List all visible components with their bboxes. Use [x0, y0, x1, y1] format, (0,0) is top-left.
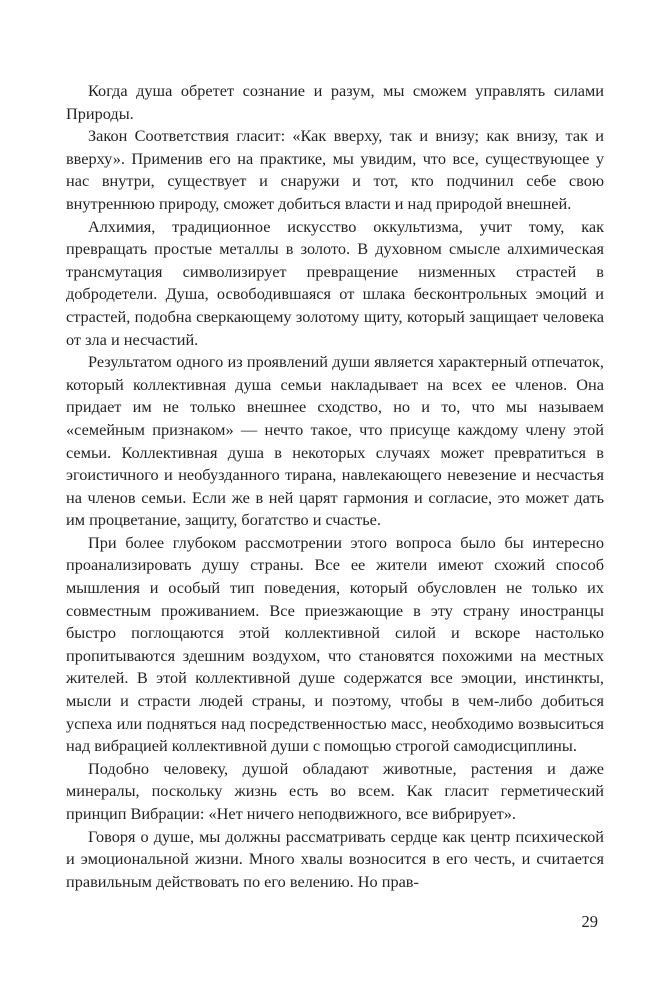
- paragraph-2: Закон Соответствия гласит: «Как вверху, так и внизу; как внизу, так и вверху». Применив его на практике, мы увидим, что все, существующее у нас внутри, существует и снаружи и тот, кто подчинил себе свою внутреннюю природу, сможет добиться власти и над природой внешней.: [66, 126, 604, 213]
- paragraph-3: Алхимия, традиционное искусство оккультизма, учит тому, как превращать простые металлы в золото. В духовном смысле алхимическая трансмутация символизирует превращение низменных страстей в добродетели. Душа, освободившаяся от шлака бесконтрольных эмоций и страстей, подобна сверкающему золотому щиту, который защищает человека от зла и несчастий.: [66, 216, 604, 349]
- paragraph-4: Результатом одного из проявлений души является характерный отпечаток, который коллективная душа семьи накладывает на всех ее членов. Она придает им не только внешнее сходство, но и то, что мы называем «семейным признаком» — нечто такое, что присуще каждому члену этой семьи. Коллективная душа в некоторых случаях может превратиться в эгоистичного и необузданного тирана, навлекающего невезение и несчастья на членов семьи. Если же в ней царят гармония и согласие, это может дать им процветание, защиту, богатство и счастье.: [66, 352, 604, 530]
- page-number: 29: [581, 912, 598, 931]
- body-text: [66, 80, 604, 893]
- paragraph-5: При более глубоком рассмотрении этого вопроса было бы интересно проанализировать душу страны. Все ее жители имеют схожий способ мышления и особый тип поведения, который обусловлен не только их совместным проживанием. Все приезжающие в эту страну иностранцы быстро поглощаются этой коллективной силой и вскоре настолько пропитываются здешним воздухом, что становятся похожими на местных жителей. В этой коллективной душе содержатся все эмоции, инстинкты, мысли и страсти людей страны, и поэтому, чтобы в чем-либо добиться успеха или подняться над посредственностью масс, необходимо возвыситься над вибрацией коллективной души с помощью строгой самодисциплины.: [66, 532, 604, 756]
- paragraph-1: Когда душа обретет сознание и разум, мы сможем управлять силами Природы.: [66, 81, 604, 123]
- paragraph-6: Подобно человеку, душой обладают животные, растения и даже минералы, поскольку жизнь есть во всем. Как гласит герметический принцип Вибрации: «Нет ничего неподвижного, все вибрирует».: [66, 758, 604, 823]
- paragraph-7: Говоря о душе, мы должны рассматривать сердце как центр психической и эмоциональной жизни. Много хвалы возносится в его честь, и считается правильным действовать по его велению. Но прав-: [66, 826, 604, 891]
